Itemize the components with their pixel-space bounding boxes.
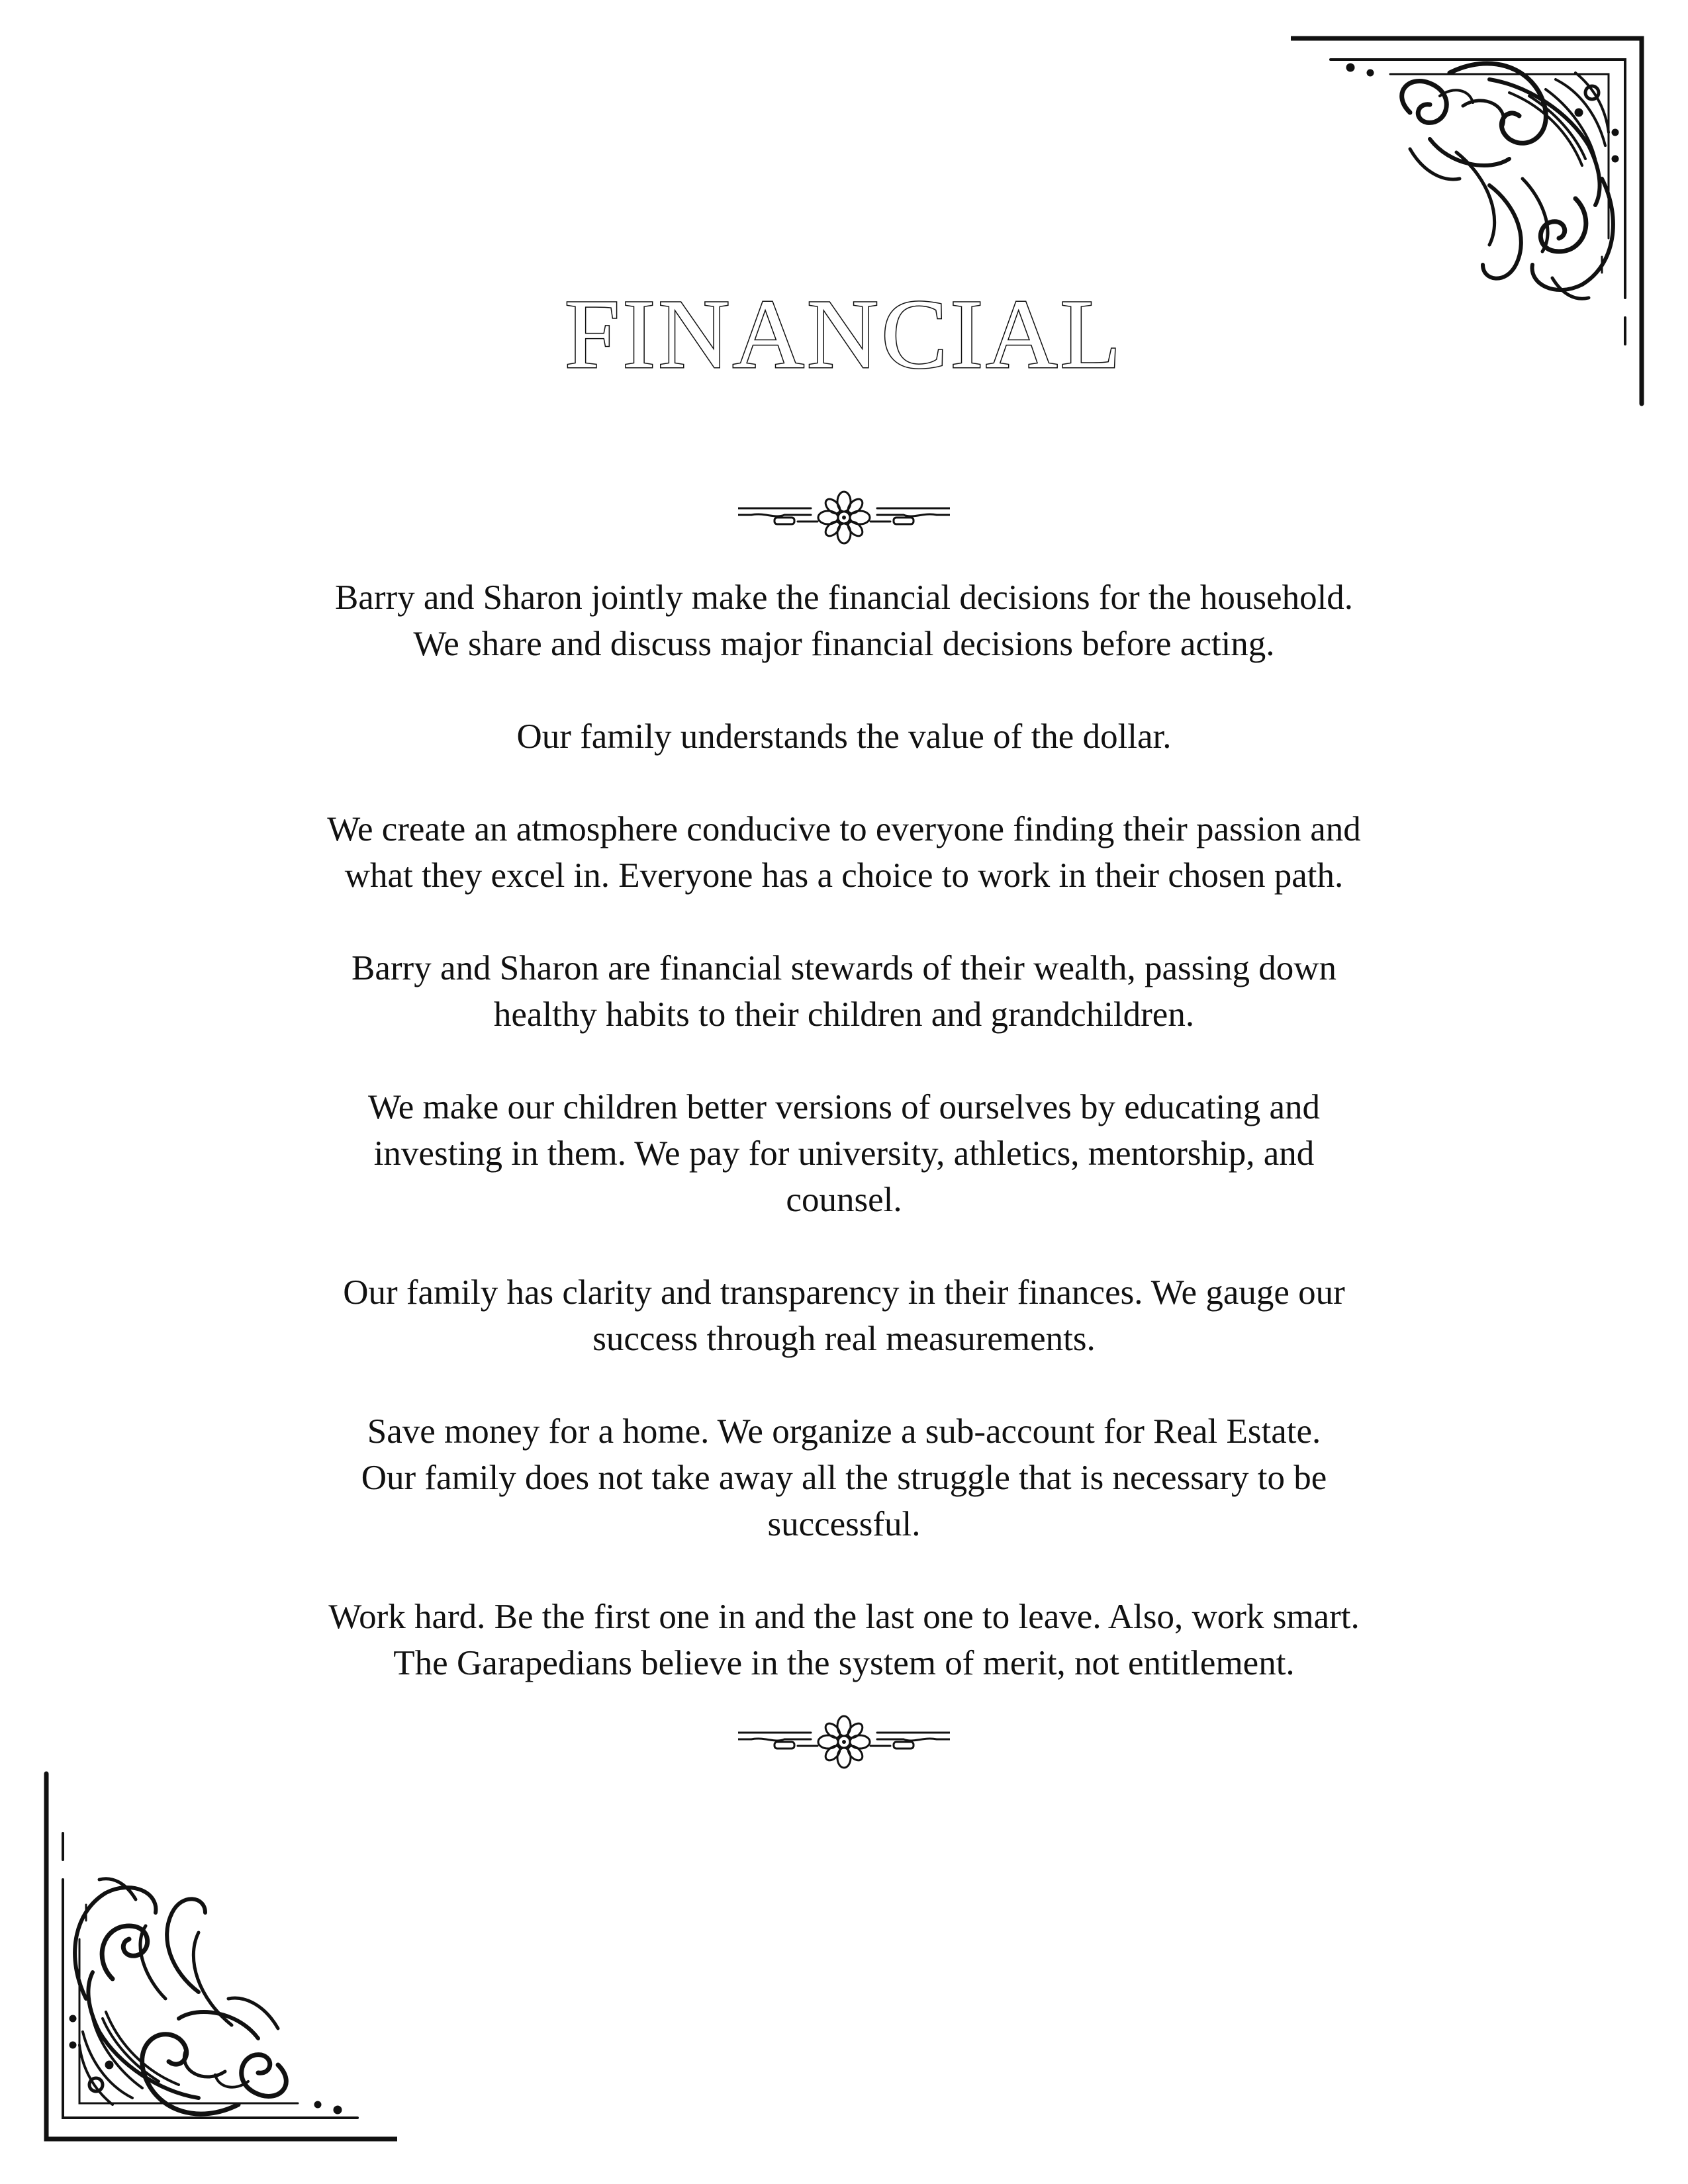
text-line: Our family understands the value of the dollar. xyxy=(516,717,1172,756)
body-text xyxy=(252,574,1436,1686)
paragraph xyxy=(252,574,1436,667)
page-title: FINANCIAL xyxy=(564,279,1124,389)
text-line: Barry and Sharon jointly make the financial decisions for the household. xyxy=(334,578,1354,617)
text-line: success through real measurements. xyxy=(592,1320,1096,1358)
text-line: Save money for a home. We organize a sub-account for Real Estate. xyxy=(367,1412,1321,1451)
floral-divider-bottom-icon xyxy=(738,1707,950,1774)
paragraph xyxy=(252,945,1436,1038)
text-line: Our family has clarity and transparency in their finances. We gauge our xyxy=(343,1273,1345,1312)
text-line: healthy habits to their children and grandchildren. xyxy=(493,995,1195,1034)
paragraph xyxy=(252,1408,1436,1547)
text-line: investing in them. We pay for university, athletics, mentorship, and xyxy=(373,1134,1315,1173)
text-line: We share and discuss major financial decisions before acting. xyxy=(413,625,1275,663)
corner-flourish-bottom-left-icon xyxy=(26,1767,397,2144)
text-line: We make our children better versions of ourselves by educating and xyxy=(367,1088,1321,1126)
text-line: counsel. xyxy=(786,1181,902,1219)
text-line: Barry and Sharon are financial stewards of their wealth, passing down xyxy=(352,949,1336,987)
paragraph xyxy=(252,1269,1436,1362)
text-line: what they excel in. Everyone has a choice to work in their chosen path. xyxy=(344,856,1344,895)
paragraph xyxy=(252,1594,1436,1686)
floral-divider-top-icon xyxy=(738,483,950,549)
text-line: Our family does not take away all the struggle that is necessary to be xyxy=(361,1459,1327,1497)
text-line: We create an atmosphere conducive to everyone finding their passion and xyxy=(327,810,1361,848)
paragraph xyxy=(252,713,1436,760)
text-line: The Garapedians believe in the system of merit, not entitlement. xyxy=(393,1644,1295,1682)
paragraph xyxy=(252,806,1436,899)
paragraph xyxy=(252,1084,1436,1223)
text-line: Work hard. Be the first one in and the last one to leave. Also, work smart. xyxy=(328,1598,1360,1636)
text-line: successful. xyxy=(767,1505,921,1543)
